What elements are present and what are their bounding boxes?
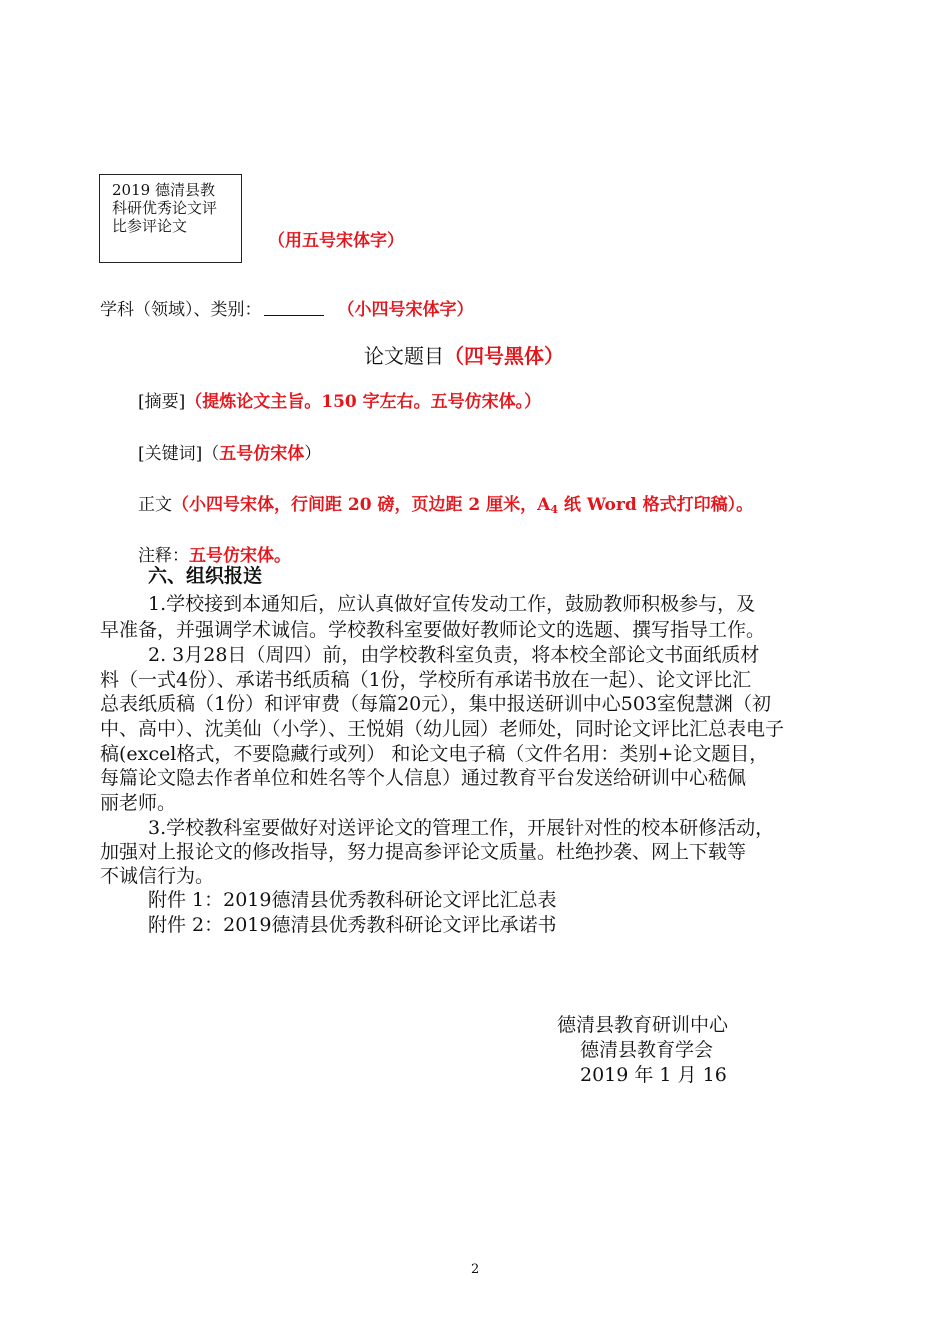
- entry-label-box: [99, 174, 242, 263]
- subject-blank: [264, 299, 324, 316]
- page-number: 2: [471, 1262, 480, 1277]
- attachment-2: 附件 2：2019德清县优秀教科研论文评比承诺书: [148, 914, 557, 936]
- section-line: 丽老师。: [100, 792, 177, 814]
- label-box-line-3: 比参评论文: [112, 217, 188, 235]
- body-text-note-subscript: 4: [550, 503, 559, 516]
- body-text-note-a: （小四号宋体，行间距 20 磅，页边距 2 厘米，A: [172, 495, 551, 515]
- section-line: 中、高中）、沈美仙（小学）、王悦娟（幼儿园）老师处，同时论文评比汇总表电子: [100, 718, 785, 740]
- label-box-line-1: 2019 德清县教: [112, 181, 215, 199]
- section-heading: 六、组织报送: [148, 565, 263, 587]
- section-line: 不诚信行为。: [100, 865, 215, 887]
- keywords-label: [关键词]: [138, 444, 203, 464]
- section-line: 每篇论文隐去作者单位和姓名等个人信息）通过教育平台发送给研训中心嵇佩: [100, 767, 747, 789]
- section-line: 早准备，并强调学术诚信。学校教科室要做好教师论文的选题、撰写指导工作。: [100, 619, 766, 641]
- body-text-font-note: [172, 495, 753, 515]
- signature-org-2: 德清县教育学会: [580, 1039, 714, 1061]
- annotation-font-note: 五号仿宋体。: [189, 546, 291, 566]
- keywords-paren-close: ）: [304, 444, 322, 464]
- subject-label: 学科（领域）、类别：: [100, 300, 262, 320]
- keywords-font-note: 五号仿宋体: [219, 444, 305, 464]
- abstract-label: [摘要]: [138, 392, 186, 412]
- keywords-line: [138, 439, 321, 464]
- section-line: 加强对上报论文的修改指导，努力提高参评论文质量。杜绝抄袭、网上下载等: [100, 841, 747, 863]
- section-line: 稿(excel格式，不要隐藏行或列） 和论文电子稿（文件名用：类别+论文题目，: [100, 743, 769, 765]
- annotation-label: 注释：: [138, 546, 189, 566]
- body-text-line: [138, 490, 753, 516]
- subject-line: [100, 295, 474, 320]
- paper-title: 论文题目: [364, 344, 444, 368]
- abstract-line: [138, 387, 541, 412]
- section-line: 1.学校接到本通知后，应认真做好宣传发动工作，鼓励教师积极参与，及: [148, 593, 756, 615]
- section-line: 总表纸质稿（1份）和评审费（每篇20元），集中报送研训中心503室倪慧渊（初: [100, 693, 772, 715]
- signature-org-1: 德清县教育研训中心: [557, 1014, 729, 1036]
- label-box-line-2: 科研优秀论文评: [112, 199, 218, 217]
- keywords-paren-open: （: [202, 444, 220, 464]
- subject-font-note: （小四号宋体字）: [337, 300, 474, 320]
- section-line: 料（一式4份）、承诺书纸质稿（1份，学校所有承诺书放在一起）、论文评比汇: [100, 669, 752, 691]
- paper-title-line: [364, 340, 564, 369]
- section-line: 3.学校教科室要做好对送评论文的管理工作，开展针对性的校本研修活动，: [148, 817, 775, 839]
- body-text-note-b: 纸 Word 格式打印稿）。: [558, 495, 754, 515]
- signature-date: 2019 年 1 月 16: [580, 1064, 727, 1086]
- box-font-note: （用五号宋体字）: [268, 231, 404, 251]
- abstract-font-note: （提炼论文主旨。150 字左右。五号仿宋体。）: [185, 392, 542, 412]
- title-font-note: （四号黑体）: [444, 344, 564, 368]
- section-line: 2. 3月28日（周四）前，由学校教科室负责，将本校全部论文书面纸质材: [148, 644, 760, 666]
- attachment-1: 附件 1：2019德清县优秀教科研论文评比汇总表: [148, 889, 557, 911]
- body-text-label: 正文: [138, 495, 172, 515]
